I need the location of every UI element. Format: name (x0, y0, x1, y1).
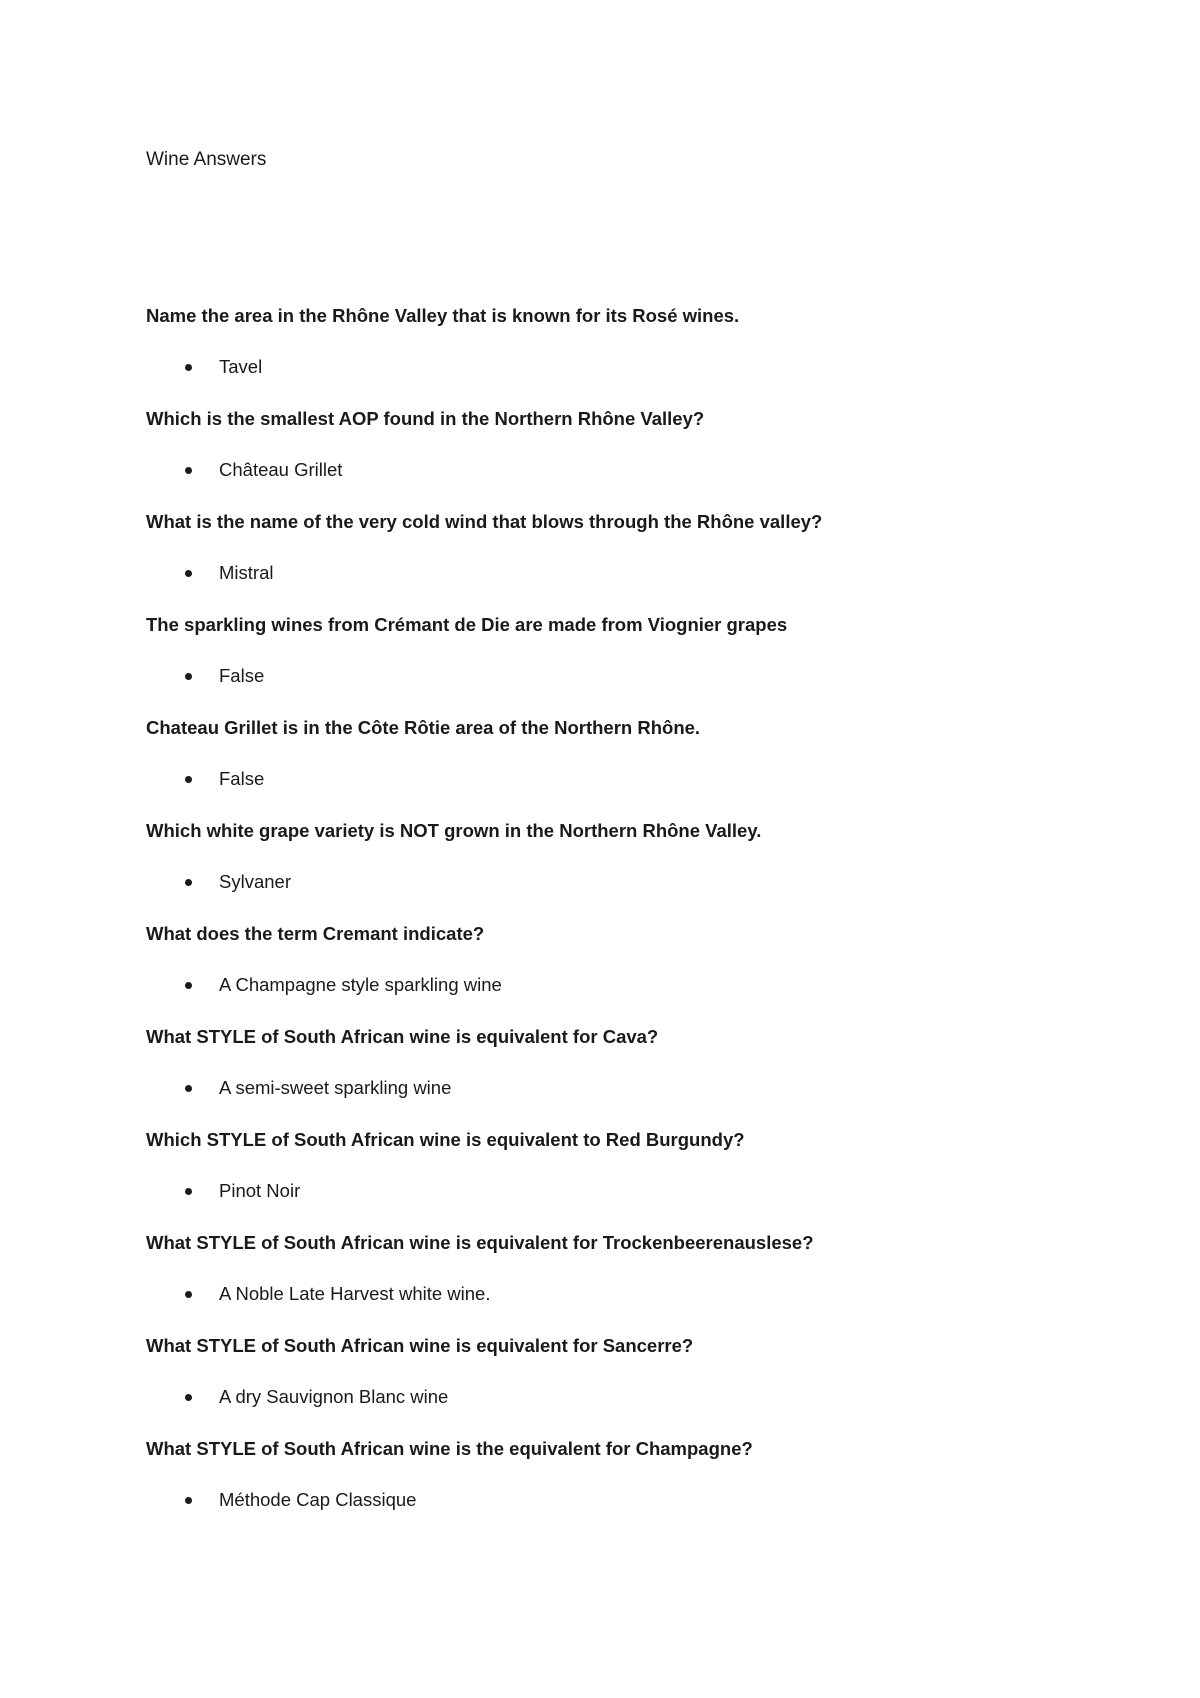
question-text: What STYLE of South African wine is equivalent for Sancerre? (146, 1335, 694, 1356)
question-text: Which STYLE of South African wine is equivalent to Red Burgundy? (146, 1129, 745, 1150)
answer-label: Pinot Noir (219, 1180, 301, 1201)
bullet-icon (185, 1497, 192, 1504)
answer-text (146, 971, 1106, 999)
bullet-icon (185, 776, 192, 783)
answer-text (146, 1074, 1106, 1102)
qa-item (146, 920, 1106, 999)
bullet-icon (185, 673, 192, 680)
document-title: Wine Answers (146, 149, 267, 170)
bullet-icon (185, 1394, 192, 1401)
answer-text (146, 1486, 1106, 1514)
question-text: Which white grape variety is NOT grown in the Northern Rhône Valley. (146, 820, 762, 841)
qa-item (146, 508, 1106, 587)
answer-label: Mistral (219, 562, 274, 583)
answer-text (146, 1177, 1106, 1205)
bullet-icon (185, 467, 192, 474)
answer-label: False (219, 768, 265, 789)
answer-label: False (219, 665, 265, 686)
bullet-icon (185, 364, 192, 371)
qa-item (146, 611, 1106, 690)
bullet-icon (185, 1291, 192, 1298)
answer-label: A Champagne style sparkling wine (219, 974, 502, 995)
answer-text (146, 868, 1106, 896)
qa-item (146, 1229, 1106, 1308)
qa-item (146, 714, 1106, 793)
question-text: What STYLE of South African wine is equivalent for Trockenbeerenauslese? (146, 1232, 814, 1253)
answer-text (146, 353, 1106, 381)
answer-text (146, 662, 1106, 690)
question-text: What STYLE of South African wine is equivalent for Cava? (146, 1026, 659, 1047)
qa-item (146, 1332, 1106, 1411)
bullet-icon (185, 570, 192, 577)
qa-item (146, 405, 1106, 484)
question-text: The sparkling wines from Crémant de Die are made from Viognier grapes (146, 614, 788, 635)
question-text: Chateau Grillet is in the Côte Rôtie area of the Northern Rhône. (146, 717, 701, 738)
answer-label: A semi-sweet sparkling wine (219, 1077, 452, 1098)
qa-item (146, 1023, 1106, 1102)
question-text: What STYLE of South African wine is the equivalent for Champagne? (146, 1438, 753, 1459)
answer-text (146, 559, 1106, 587)
answer-label: Château Grillet (219, 459, 343, 480)
answer-text (146, 765, 1106, 793)
answer-text (146, 456, 1106, 484)
answer-text (146, 1383, 1106, 1411)
answer-text (146, 1280, 1106, 1308)
question-text: Name the area in the Rhône Valley that is known for its Rosé wines. (146, 305, 740, 326)
bullet-icon (185, 1085, 192, 1092)
qa-item (146, 1435, 1106, 1514)
question-text: What does the term Cremant indicate? (146, 923, 485, 944)
qa-item (146, 817, 1106, 896)
bullet-icon (185, 1188, 192, 1195)
question-text: Which is the smallest AOP found in the Northern Rhône Valley? (146, 408, 705, 429)
answer-label: Méthode Cap Classique (219, 1489, 417, 1510)
answer-label: A Noble Late Harvest white wine. (219, 1283, 491, 1304)
question-text: What is the name of the very cold wind that blows through the Rhône valley? (146, 511, 823, 532)
bullet-icon (185, 982, 192, 989)
answer-label: Tavel (219, 356, 263, 377)
qa-item (146, 302, 1106, 381)
bullet-icon (185, 879, 192, 886)
answer-label: A dry Sauvignon Blanc wine (219, 1386, 449, 1407)
answer-label: Sylvaner (219, 871, 291, 892)
qa-item (146, 1126, 1106, 1205)
qa-list (146, 302, 1106, 1538)
